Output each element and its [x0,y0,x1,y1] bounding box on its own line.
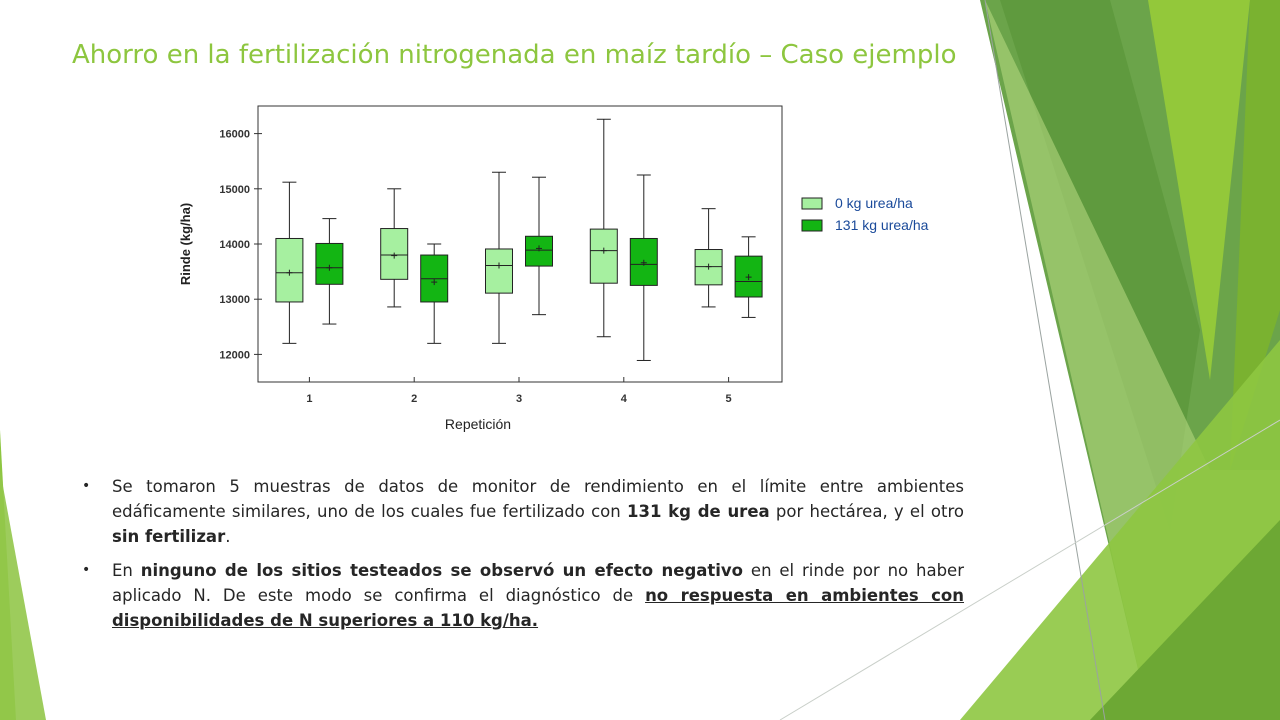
bullet-text: . [225,527,231,546]
y-tick-label: 12000 [219,349,250,362]
boxplot-chart [160,96,960,440]
x-axis-label: Repetición [444,416,512,432]
y-tick-label: 15000 [219,183,250,196]
bullet-text: 131 kg de urea [626,502,770,521]
box-1-4 [590,229,617,283]
legend-swatch [802,198,822,209]
bullet-text: sin fertilizar [112,527,226,546]
x-tick-label: 1 [306,393,313,405]
y-tick-label: 16000 [219,128,250,141]
deco-left-triangle [0,470,46,720]
box-1-3 [486,249,513,293]
legend-swatch [802,220,822,231]
bullet-item [82,474,964,549]
x-tick-label: 3 [515,393,523,405]
bullet-text: En [112,561,141,580]
bullet-text: en el rinde por no haber aplicado N. De este modo se confirma el diagnóstico de [112,561,964,605]
x-tick-label: 5 [725,393,732,405]
y-tick-label: 13000 [219,294,250,307]
bullet-mark: • [82,562,91,578]
slide-title: Ahorro en la fertilización nitrogenada en maíz tardío – Caso ejemplo [72,40,957,70]
box-2-1 [316,243,343,284]
x-tick-label: 2 [411,393,418,405]
y-tick-label: 14000 [219,239,250,251]
y-axis-label: Rinde (kg/ha) [178,202,193,286]
legend-label: 131 kg urea/ha [835,217,929,233]
bullet-text: ninguno de los sitios testeados se observó un efecto negativo [140,561,744,580]
bullet-text: Se tomaron 5 muestras de datos de monitor de rendimiento en el límite entre ambientes edáficamente similares, uno de los cuales fue fertilizado con [112,477,964,521]
legend-label: 0 kg urea/ha [835,195,913,211]
bullet-text: no respuesta en ambientes con disponibilidades de N superiores a 110 kg/ha. [112,586,964,630]
bullet-text: por hectárea, y el otro [769,502,964,521]
bullet-item [82,558,964,633]
bullet-list [82,474,964,642]
x-tick-label: 4 [620,393,627,405]
bullet-mark: • [82,478,91,494]
